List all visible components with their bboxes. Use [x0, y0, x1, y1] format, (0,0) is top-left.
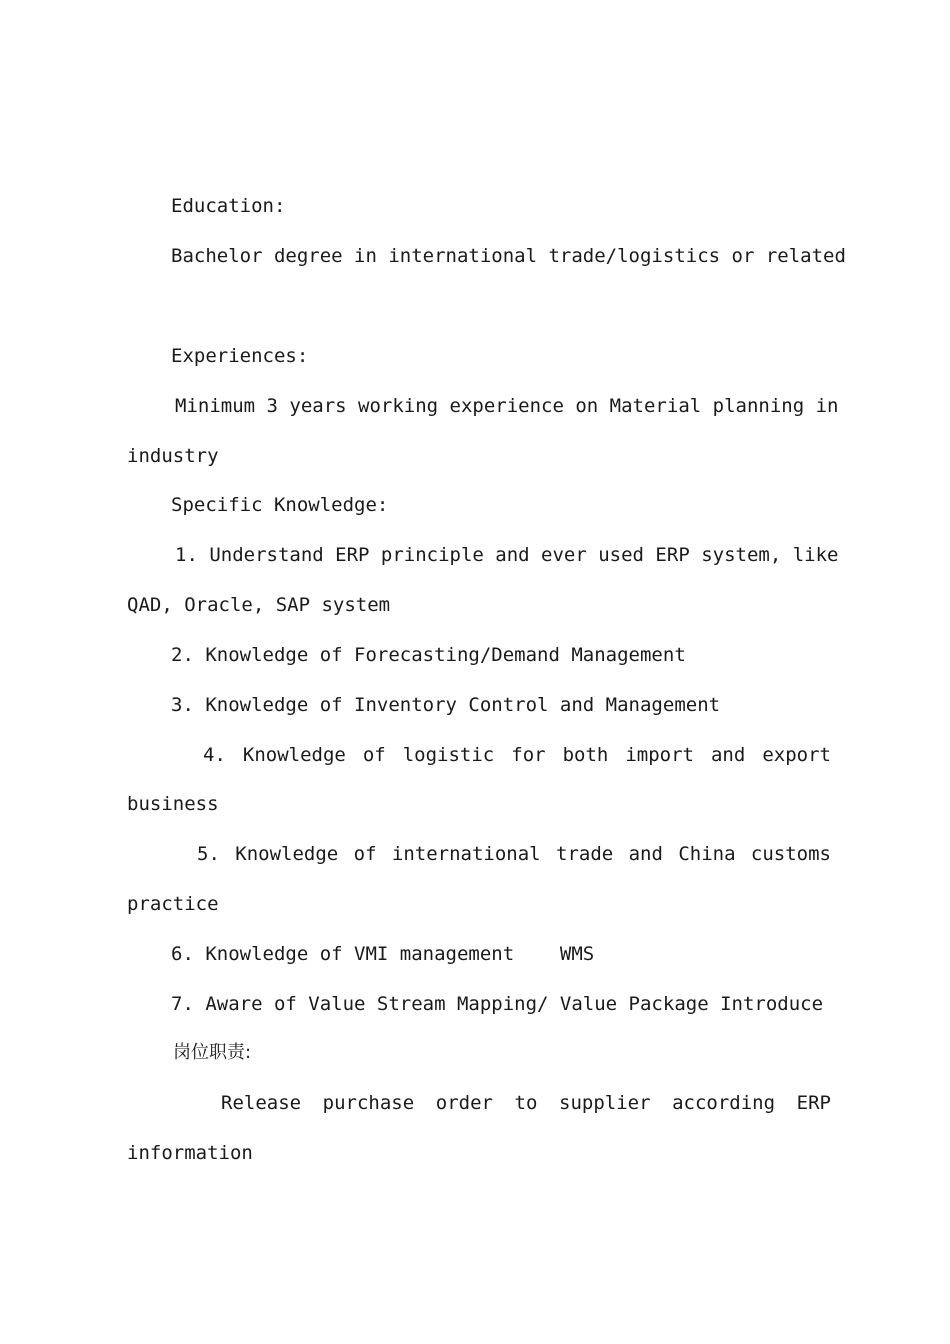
word: according [672, 1092, 776, 1114]
experience-text-line1: Minimum 3 years working experience on Material planning in [175, 395, 839, 417]
word: 4. [203, 744, 226, 766]
word: international [391, 843, 541, 865]
knowledge-item-2: 2. Knowledge of Forecasting/Demand Management [171, 644, 686, 666]
knowledge-heading: Specific Knowledge: [171, 494, 389, 516]
word: and [710, 744, 746, 766]
knowledge-item-1-line2: QAD, Oracle, SAP system [127, 594, 391, 616]
word: customs [750, 843, 831, 865]
word: China [678, 843, 736, 865]
experiences-heading: Experiences: [171, 345, 309, 367]
education-heading: Education: [171, 195, 286, 217]
knowledge-item-6: 6. Knowledge of VMI management WMS [171, 943, 595, 965]
word: for [511, 744, 546, 766]
word: to [514, 1092, 538, 1114]
knowledge-item-3: 3. Knowledge of Inventory Control and Management [171, 694, 721, 716]
duties-heading: 岗位职责: [173, 1042, 252, 1063]
knowledge-item-5-line1 [197, 842, 831, 866]
knowledge-item-7: 7. Aware of Value Stream Mapping/ Value Package Introduce [171, 993, 824, 1015]
word: logistic [402, 744, 495, 766]
experience-text-line2: industry [127, 445, 219, 467]
word: ERP [796, 1092, 831, 1114]
education-text: Bachelor degree in international trade/logistics or related [171, 245, 846, 267]
duty-line2: information [127, 1142, 253, 1164]
word: Knowledge [235, 843, 339, 865]
word: 5. [197, 843, 220, 865]
word: export [762, 744, 831, 766]
word: order [435, 1092, 493, 1114]
word: of [362, 744, 386, 766]
word: Release [221, 1092, 302, 1114]
word: and [628, 843, 663, 865]
word: supplier [559, 1092, 651, 1114]
word: of [353, 843, 377, 865]
word: Knowledge [242, 744, 346, 766]
knowledge-item-4-line2: business [127, 793, 219, 815]
word: purchase [322, 1092, 415, 1114]
word: both [562, 744, 609, 766]
knowledge-item-1-line1: 1. Understand ERP principle and ever used ERP system, like [175, 544, 839, 566]
word: import [625, 744, 694, 766]
knowledge-item-5-line2: practice [127, 893, 219, 915]
word: trade [556, 843, 614, 865]
duty-line1 [221, 1091, 831, 1115]
knowledge-item-4-line1 [203, 743, 831, 767]
